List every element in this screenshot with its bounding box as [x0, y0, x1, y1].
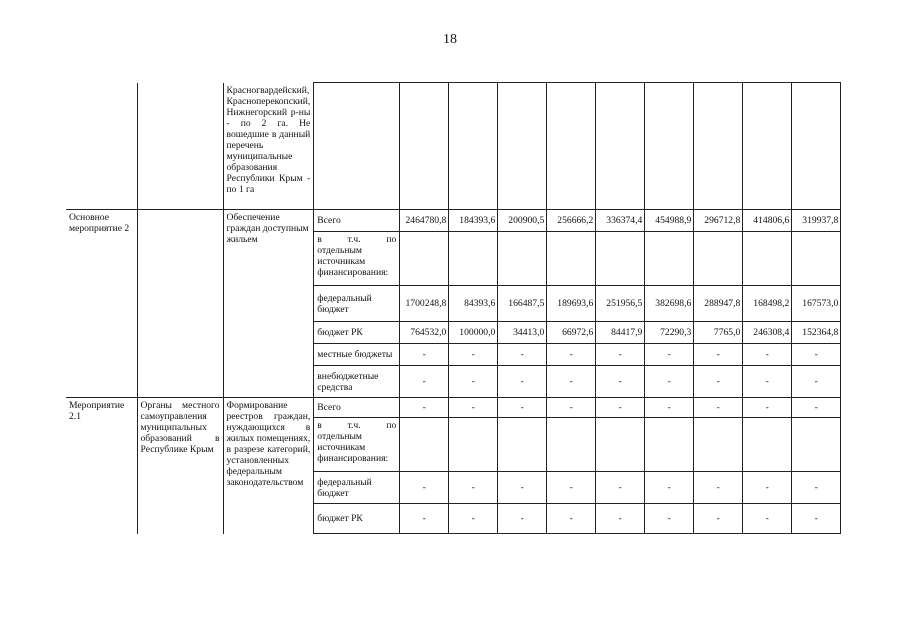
value-cell: - — [792, 504, 841, 534]
activity2-row-total — [66, 210, 841, 232]
value-cell — [792, 232, 841, 286]
funding-table — [66, 82, 841, 534]
value-cell — [743, 418, 792, 472]
value-cell: 168498,2 — [743, 286, 792, 322]
value-cell: - — [400, 504, 449, 534]
empty-cell — [645, 83, 694, 210]
source-label: в т.ч. по отдельным источникам финансирования: — [314, 418, 400, 472]
value-cell — [547, 418, 596, 472]
value-cell — [449, 232, 498, 286]
value-cell: 7765,0 — [694, 322, 743, 344]
continuation-text: Красногвардейский, Красноперекопский, Нижнегорский р-ны - по 2 га. Не вошедшие в данный перечень муниципальные образования Республики Крым - по 1 га — [223, 83, 314, 210]
value-cell: 256666,2 — [547, 210, 596, 232]
value-cell: - — [498, 344, 547, 366]
value-cell: - — [400, 398, 449, 418]
value-cell: - — [792, 472, 841, 504]
value-cell: - — [743, 472, 792, 504]
value-cell — [498, 418, 547, 472]
value-cell: 1700248,8 — [400, 286, 449, 322]
source-label: внебюджетные средства — [314, 366, 400, 398]
value-cell: - — [645, 472, 694, 504]
value-cell: - — [596, 504, 645, 534]
empty-cell — [400, 83, 449, 210]
empty-cell — [314, 83, 400, 210]
value-cell — [400, 232, 449, 286]
value-cell: - — [498, 398, 547, 418]
value-cell: 72290,3 — [645, 322, 694, 344]
value-cell — [596, 232, 645, 286]
activity21-row-total — [66, 398, 841, 418]
value-cell: - — [449, 398, 498, 418]
value-cell: - — [694, 366, 743, 398]
empty-cell — [449, 83, 498, 210]
activity2-goal: Обеспечение граждан доступным жильем — [223, 210, 314, 398]
source-label: федеральный бюджет — [314, 472, 400, 504]
value-cell: 251956,5 — [596, 286, 645, 322]
value-cell: 189693,6 — [547, 286, 596, 322]
value-cell: - — [743, 344, 792, 366]
value-cell: 84393,6 — [449, 286, 498, 322]
source-label: Всего — [314, 210, 400, 232]
source-label: в т.ч. по отдельным источникам финансирования: — [314, 232, 400, 286]
value-cell: - — [645, 504, 694, 534]
value-cell: - — [400, 472, 449, 504]
value-cell: - — [596, 344, 645, 366]
empty-cell — [498, 83, 547, 210]
value-cell: - — [449, 504, 498, 534]
value-cell — [547, 232, 596, 286]
value-cell: 414806,6 — [743, 210, 792, 232]
source-label: местные бюджеты — [314, 344, 400, 366]
value-cell — [694, 418, 743, 472]
value-cell — [449, 418, 498, 472]
empty-cell — [66, 83, 137, 210]
value-cell: - — [792, 366, 841, 398]
value-cell: - — [743, 366, 792, 398]
activity2-name: Основное мероприятие 2 — [66, 210, 137, 398]
empty-cell — [137, 83, 223, 210]
value-cell: 454988,9 — [645, 210, 694, 232]
value-cell: 167573,0 — [792, 286, 841, 322]
value-cell: 246308,4 — [743, 322, 792, 344]
value-cell — [596, 418, 645, 472]
value-cell: 66972,6 — [547, 322, 596, 344]
value-cell: 184393,6 — [449, 210, 498, 232]
value-cell: - — [449, 472, 498, 504]
page-number: 18 — [443, 32, 457, 47]
value-cell: 34413,0 — [498, 322, 547, 344]
value-cell — [743, 232, 792, 286]
value-cell: - — [792, 344, 841, 366]
value-cell: - — [645, 366, 694, 398]
value-cell: - — [498, 366, 547, 398]
value-cell: 166487,5 — [498, 286, 547, 322]
source-label: бюджет РК — [314, 322, 400, 344]
empty-cell — [792, 83, 841, 210]
continuation-row — [66, 83, 841, 210]
value-cell: - — [743, 504, 792, 534]
value-cell: - — [596, 366, 645, 398]
value-cell: 2464780,8 — [400, 210, 449, 232]
value-cell — [498, 232, 547, 286]
value-cell — [694, 232, 743, 286]
empty-cell — [694, 83, 743, 210]
value-cell — [792, 418, 841, 472]
value-cell: 152364,8 — [792, 322, 841, 344]
value-cell: 84417,9 — [596, 322, 645, 344]
value-cell: - — [596, 398, 645, 418]
value-cell: 288947,8 — [694, 286, 743, 322]
activity21-name: Мероприятие 2.1 — [66, 398, 137, 534]
activity21-executor: Органы местного самоуправления муниципальных образований в Республике Крым — [137, 398, 223, 534]
value-cell: - — [547, 366, 596, 398]
value-cell: 200900,5 — [498, 210, 547, 232]
value-cell: - — [645, 398, 694, 418]
value-cell: - — [596, 472, 645, 504]
value-cell: 764532,0 — [400, 322, 449, 344]
value-cell: - — [498, 504, 547, 534]
value-cell — [645, 418, 694, 472]
source-label: федеральный бюджет — [314, 286, 400, 322]
value-cell: - — [547, 398, 596, 418]
source-label: бюджет РК — [314, 504, 400, 534]
value-cell — [645, 232, 694, 286]
value-cell — [400, 418, 449, 472]
empty-cell — [743, 83, 792, 210]
value-cell: - — [400, 366, 449, 398]
value-cell: - — [694, 344, 743, 366]
value-cell: - — [449, 344, 498, 366]
activity21-goal: Формирование реестров граждан, нуждающихся в жилых помещениях, в разрезе категорий, установленных федеральным законодательством — [223, 398, 314, 534]
value-cell: - — [547, 504, 596, 534]
source-label: Всего — [314, 398, 400, 418]
value-cell: - — [743, 398, 792, 418]
empty-cell — [547, 83, 596, 210]
value-cell: 336374,4 — [596, 210, 645, 232]
value-cell: - — [547, 344, 596, 366]
value-cell: - — [400, 344, 449, 366]
value-cell: 296712,8 — [694, 210, 743, 232]
empty-cell — [596, 83, 645, 210]
value-cell: 100000,0 — [449, 322, 498, 344]
value-cell: - — [694, 472, 743, 504]
value-cell: - — [694, 504, 743, 534]
value-cell: 382698,6 — [645, 286, 694, 322]
value-cell: - — [792, 398, 841, 418]
value-cell: 319937,8 — [792, 210, 841, 232]
value-cell: - — [547, 472, 596, 504]
value-cell: - — [449, 366, 498, 398]
value-cell: - — [694, 398, 743, 418]
value-cell: - — [645, 344, 694, 366]
value-cell: - — [498, 472, 547, 504]
activity2-executor — [137, 210, 223, 398]
